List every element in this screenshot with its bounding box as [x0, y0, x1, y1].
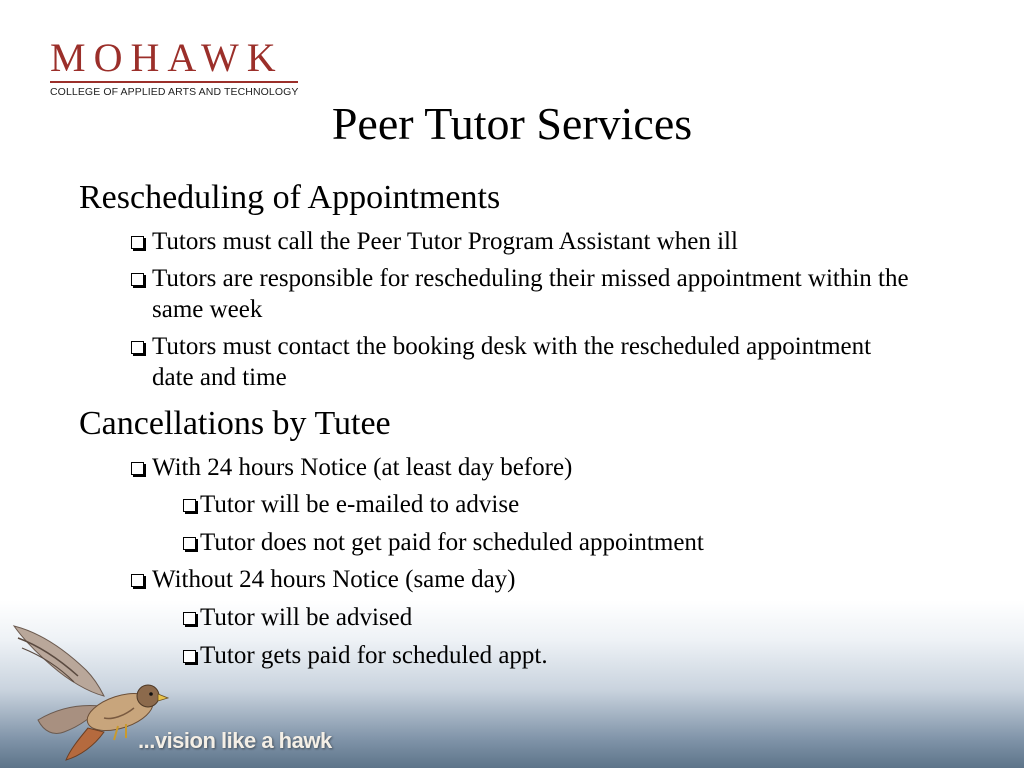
sub-bullet-item: [183, 602, 412, 633]
bullet-text: With 24 hours Notice (at least day before): [152, 454, 573, 481]
checkbox-square-icon: [183, 499, 196, 512]
section-heading-cancellations: Cancellations by Tutee: [79, 405, 391, 442]
sub-bullet-item: [183, 640, 548, 671]
logo-divider: [50, 81, 298, 83]
sub-bullet-text: Tutor does not get paid for scheduled appointment: [200, 529, 704, 556]
checkbox-square-icon: [131, 462, 144, 475]
bullet-text: Tutors must contact the booking desk with the rescheduled appointment date and time: [152, 333, 872, 391]
logo-tagline: ...vision like a hawk: [138, 728, 332, 753]
bullet-item: [131, 564, 516, 595]
section-heading-rescheduling: Rescheduling of Appointments: [79, 179, 501, 216]
sub-bullet-text: Tutor gets paid for scheduled appt.: [200, 642, 548, 669]
bullet-text: Tutors are responsible for rescheduling their missed appointment within the same week: [152, 265, 909, 323]
bullet-item: [131, 331, 872, 393]
bullet-text: Without 24 hours Notice (same day): [152, 566, 516, 593]
college-logo: [50, 35, 302, 98]
checkbox-square-icon: [131, 236, 144, 249]
checkbox-square-icon: [131, 574, 144, 587]
slide-title: Peer Tutor Services: [331, 98, 693, 149]
sub-bullet-text: Tutor will be advised: [200, 604, 413, 631]
sub-bullet-item: [183, 489, 519, 520]
bullet-item: [131, 226, 738, 257]
bullet-item: [131, 263, 912, 325]
sub-bullet-item: [183, 527, 704, 558]
sub-bullet-text: Tutor will be e-mailed to advise: [200, 491, 520, 518]
checkbox-square-icon: [131, 341, 144, 354]
bullet-item: [131, 452, 572, 483]
logo-subtitle: COLLEGE OF APPLIED ARTS AND TECHNOLOGY: [50, 86, 299, 98]
checkbox-square-icon: [131, 273, 144, 286]
logo-wordmark: MOHAWK: [50, 35, 284, 80]
bullet-text: Tutors must call the Peer Tutor Program Assistant when ill: [152, 228, 738, 255]
checkbox-square-icon: [183, 537, 196, 550]
